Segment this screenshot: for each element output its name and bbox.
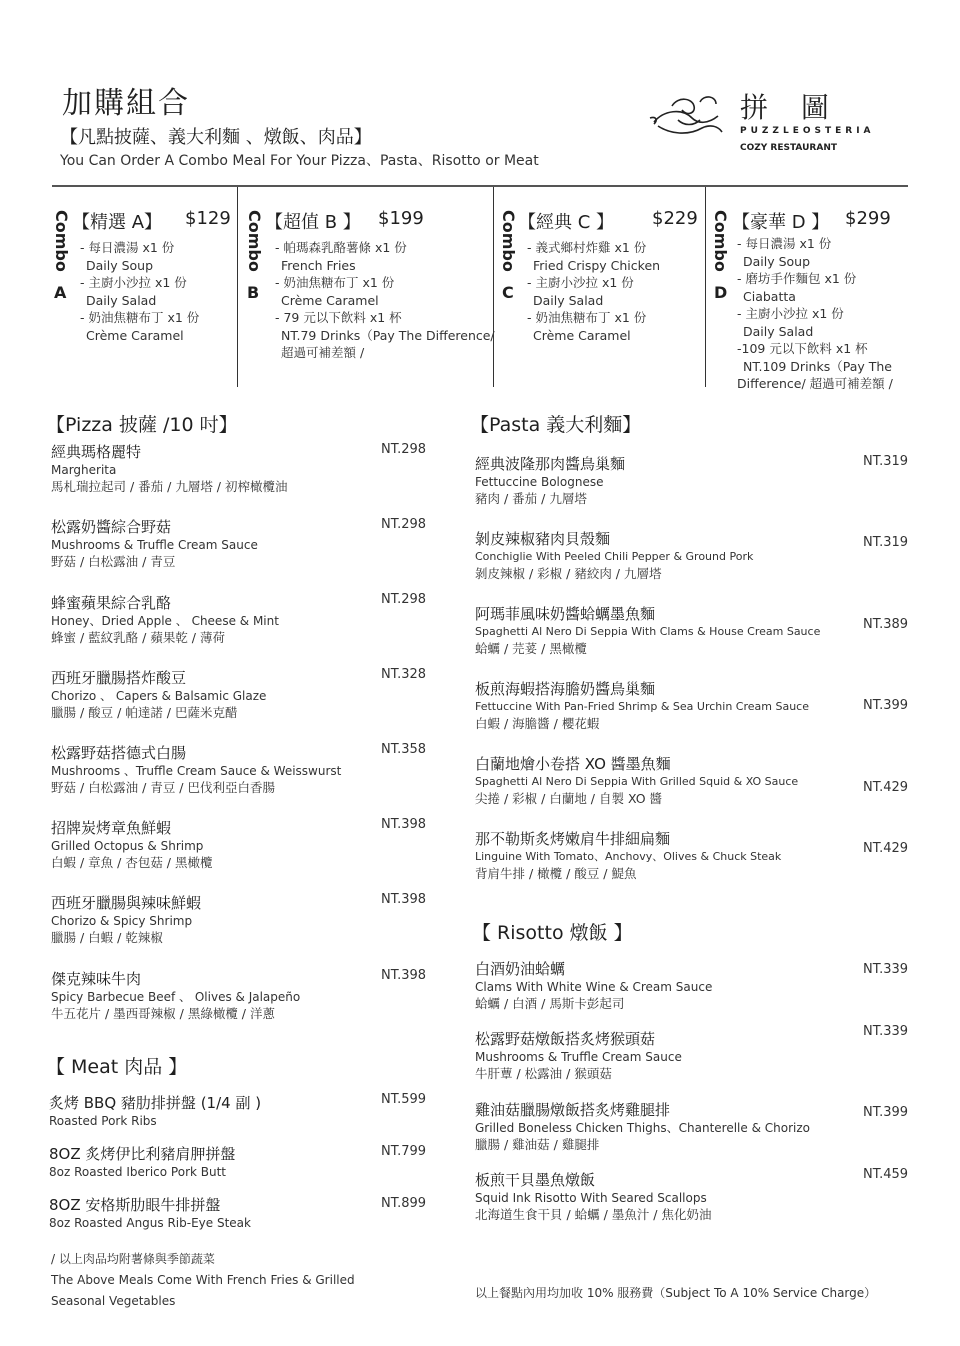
item-ingredients: 臘腸 / 白蝦 / 乾辣椒 [51, 930, 163, 945]
item-name-en: Margherita [51, 463, 117, 477]
menu-item [475, 755, 855, 807]
item-name-en: Mushrooms 、Truffle Cream Sauce & Weisswurst [51, 764, 342, 778]
item-price: NT.339 [863, 1024, 909, 1039]
combo-price: $199 [378, 208, 424, 229]
combo-letter: C [502, 283, 514, 302]
pizza-heading: 【Pizza 披薩 /10 吋】 [46, 414, 238, 436]
item-ingredients: 牛五花片 / 墨西哥辣椒 / 黑綠橄欖 / 洋蔥 [51, 1006, 275, 1021]
menu-item [475, 455, 855, 507]
item-name: 松露野菇燉飯搭炙烤猴頭菇 [475, 1030, 656, 1048]
item-name: 剝皮辣椒豬肉貝殼麵 [475, 530, 611, 548]
logo-subtitle: COZY RESTAURANT [740, 143, 837, 153]
combo-items: - 每日濃湯 x1 份 Daily Soup - 主廚小沙拉 x1 份 Daily Salad - 奶油焦糖布丁 x1 份 Crème Caramel [80, 240, 200, 343]
item-name: 8OZ 炙烤伊比利豬肩胛拼盤 [49, 1145, 236, 1163]
item-price: NT.799 [381, 1144, 427, 1159]
item-name: 那不勒斯炙烤嫩肩牛排細扁麵 [475, 830, 671, 848]
service-charge-note: 以上餐點內用均加收 10% 服務費（Subject To A 10% Service Charge） [475, 1286, 877, 1300]
item-price: NT.398 [381, 968, 427, 983]
combo-items: - 每日濃湯 x1 份 Daily Soup - 磨坊手作麵包 x1 份 Ciabatta - 主廚小沙拉 x1 份 Daily Salad -109 元以下飲料 x1 杯 NT.109 Drinks（Pay The Difference/ 超過可補差額 / [737, 236, 893, 391]
item-price: NT.389 [863, 617, 909, 632]
item-ingredients: 白蝦 / 海膽醬 / 櫻花蝦 [475, 716, 600, 731]
combo-letter: D [714, 283, 728, 302]
item-price: NT.429 [863, 841, 909, 856]
item-name-en: Mushrooms & Truffle Cream Sauce [475, 1050, 682, 1064]
combo-vertical-label: Combo [711, 210, 730, 272]
item-name: 招牌炭烤章魚鮮蝦 [51, 819, 172, 837]
item-ingredients: 野菇 / 白松露油 / 青豆 [51, 554, 176, 569]
item-name: 松露奶醬綜合野菇 [51, 518, 172, 536]
item-price: NT.429 [863, 780, 909, 795]
item-price: NT.459 [863, 1167, 909, 1182]
item-name-en: Spaghetti Al Nero Di Seppia With Clams & House Cream Sauce [475, 625, 821, 638]
item-ingredients: 豬肉 / 番茄 / 九層塔 [475, 491, 587, 506]
item-name: 西班牙臘腸搭炸酸豆 [51, 669, 187, 687]
item-ingredients: 剝皮辣椒 / 彩椒 / 豬絞肉 / 九層塔 [475, 566, 662, 581]
item-price: NT.298 [381, 442, 427, 457]
item-name: 蜂蜜蘋果綜合乳酪 [51, 594, 172, 612]
puzzle-logo-icon [648, 92, 730, 142]
pasta-heading: 【Pasta 義大利麵】 [470, 414, 642, 436]
page-subtitle-en: You Can Order A Combo Meal For Your Pizza、Pasta、Risotto or Meat [60, 153, 539, 169]
menu-item [475, 830, 855, 882]
header-divider [52, 185, 908, 187]
item-price: NT.319 [863, 454, 909, 469]
item-name: 板煎海蝦搭海膽奶醬鳥巢麵 [475, 680, 656, 698]
item-name: 白蘭地燴小卷搭 XO 醬墨魚麵 [475, 755, 671, 773]
combo-divider [705, 187, 706, 387]
combo-price: $229 [652, 208, 698, 229]
item-name-en: 8oz Roasted Angus Rib-Eye Steak [49, 1216, 251, 1230]
item-ingredients: 蛤蠣 / 白酒 / 馬斯卡彭起司 [475, 996, 625, 1011]
item-ingredients: 蜂蜜 / 藍紋乳酪 / 蘋果乾 / 薄荷 [51, 630, 225, 645]
item-name: 炙烤 BBQ 豬肋排拼盤 (1/4 副 ) [49, 1094, 262, 1112]
item-name-en: Grilled Octopus & Shrimp [51, 839, 204, 853]
combo-letter: B [247, 283, 260, 302]
item-price: NT.398 [381, 817, 427, 832]
combo-price: $129 [185, 208, 231, 229]
item-ingredients: 臘腸 / 酸豆 / 帕達諾 / 巴薩米克醋 [51, 705, 238, 720]
item-name: 松露野菇搭德式白腸 [51, 744, 187, 762]
item-name-en: Honey、Dried Apple 、 Cheese & Mint [51, 614, 279, 628]
item-ingredients: 北海道生食干貝 / 蛤蠣 / 墨魚汁 / 焦化奶油 [475, 1207, 712, 1222]
item-name-en: Chorizo & Spicy Shrimp [51, 914, 193, 928]
item-price: NT.399 [863, 1105, 909, 1120]
combo-vertical-label: Combo [499, 210, 518, 272]
page-subtitle: 【凡點披薩、義大利麵 、燉飯、肉品】 [60, 127, 372, 148]
item-ingredients: 蛤蠣 / 芫荽 / 黑橄欖 [475, 641, 587, 656]
item-price: NT.319 [863, 535, 909, 550]
combo-divider [237, 187, 238, 387]
item-name-en: Conchiglie With Peeled Chili Pepper & Ground Pork [475, 550, 754, 563]
item-name: 雞油菇臘腸燉飯搭炙烤雞腿排 [475, 1101, 671, 1119]
combo-vertical-label: Combo [245, 210, 264, 272]
menu-item [475, 1030, 855, 1082]
combo-name: 【豪華 D 】 [732, 212, 830, 233]
item-ingredients: 馬札瑞拉起司 / 番茄 / 九層塔 / 初榨橄欖油 [51, 479, 288, 494]
combo-vertical-label: Combo [52, 210, 71, 272]
item-name: 板煎干貝墨魚燉飯 [475, 1171, 596, 1189]
item-name-en: Squid Ink Risotto With Seared Scallops [475, 1191, 707, 1205]
item-price: NT.398 [381, 892, 427, 907]
item-name: 傑克辣味牛肉 [51, 970, 142, 988]
combo-letter: A [54, 283, 67, 302]
combo-name: 【經典 C 】 [518, 212, 615, 233]
item-ingredients: 牛肝蕈 / 松露油 / 猴頭菇 [475, 1066, 612, 1081]
meat-heading: 【 Meat 肉品 】 [46, 1056, 188, 1078]
risotto-heading: 【 Risotto 燉飯 】 [472, 922, 633, 944]
combo-price: $299 [845, 208, 891, 229]
item-price: NT.358 [381, 742, 427, 757]
item-name-en: Fettuccine Bolognese [475, 475, 604, 489]
item-ingredients: 白蝦 / 章魚 / 杏包菇 / 黑橄欖 [51, 855, 213, 870]
menu-item [475, 680, 855, 732]
item-name-en: Chorizo 、 Capers & Balsamic Glaze [51, 689, 267, 703]
item-name-en: Clams With White Wine & Cream Sauce [475, 980, 713, 994]
combo-name: 【超值 B 】 [265, 212, 361, 233]
item-name-en: Spaghetti Al Nero Di Seppia With Grilled Squid & XO Sauce [475, 775, 799, 788]
item-name: 阿瑪菲風味奶醬蛤蠣墨魚麵 [475, 605, 656, 623]
item-name-en: Spicy Barbecue Beef 、 Olives & Jalapeño [51, 990, 301, 1004]
item-name: 經典波隆那肉醬鳥巢麵 [475, 455, 626, 473]
item-ingredients: 野菇 / 白松露油 / 青豆 / 巴伐利亞白香腸 [51, 780, 275, 795]
combo-name: 【精選 A】 [72, 212, 163, 233]
menu-item [475, 960, 855, 1012]
item-price: NT.298 [381, 592, 427, 607]
item-name: 白酒奶油蛤蠣 [475, 960, 566, 978]
combo-items: - 帕瑪森乳酪薯條 x1 份 French Fries - 奶油焦糖布丁 x1 份 Crème Caramel - 79 元以下飲料 x1 杯 NT.79 Drinks（Pay The Difference/ 超過可補差額 / [275, 240, 495, 360]
logo-en: PUZZLEOSTERIA [740, 126, 875, 136]
menu-item [475, 530, 855, 582]
item-name: 8OZ 安格斯肋眼牛排拼盤 [49, 1196, 221, 1214]
page-title: 加購組合 [62, 86, 190, 121]
item-name-en: Mushrooms & Truffle Cream Sauce [51, 538, 258, 552]
item-name-en: Linguine With Tomato、Anchovy、Olives & Chuck Steak [475, 850, 782, 863]
item-name-en: 8oz Roasted Iberico Pork Butt [49, 1165, 227, 1179]
item-name: 西班牙臘腸與辣味鮮蝦 [51, 894, 202, 912]
meat-note: / 以上肉品均附薯條與季節蔬菜 The Above Meals Come With French Fries & Grilled Seasonal Vegetables [51, 1252, 355, 1308]
item-name-en: Grilled Boneless Chicken Thighs、Chanterelle & Chorizo [475, 1121, 810, 1135]
item-price: NT.899 [381, 1196, 427, 1211]
combo-items: - 義式鄉村炸雞 x1 份 Fried Crispy Chicken - 主廚小沙拉 x1 份 Daily Salad - 奶油焦糖布丁 x1 份 Crème Caramel [527, 240, 661, 343]
item-name-en: Roasted Pork Ribs [49, 1114, 157, 1128]
item-ingredients: 尖捲 / 彩椒 / 白蘭地 / 自製 XO 醬 [475, 791, 663, 806]
item-price: NT.328 [381, 667, 427, 682]
item-price: NT.298 [381, 517, 427, 532]
item-price: NT.399 [863, 698, 909, 713]
item-ingredients: 背肩牛排 / 橄欖 / 酸豆 / 鯷魚 [475, 866, 637, 881]
logo-name: 拼 圖 [740, 91, 841, 124]
item-price: NT.339 [863, 962, 909, 977]
item-name-en: Fettuccine With Pan-Fried Shrimp & Sea Urchin Cream Sauce [475, 700, 809, 713]
item-name: 經典瑪格麗特 [51, 443, 142, 461]
item-ingredients: 臘腸 / 雞油菇 / 雞腿排 [475, 1137, 600, 1152]
menu-item [475, 1101, 855, 1153]
menu-item [475, 605, 855, 657]
menu-item [475, 1171, 855, 1223]
item-price: NT.599 [381, 1092, 427, 1107]
